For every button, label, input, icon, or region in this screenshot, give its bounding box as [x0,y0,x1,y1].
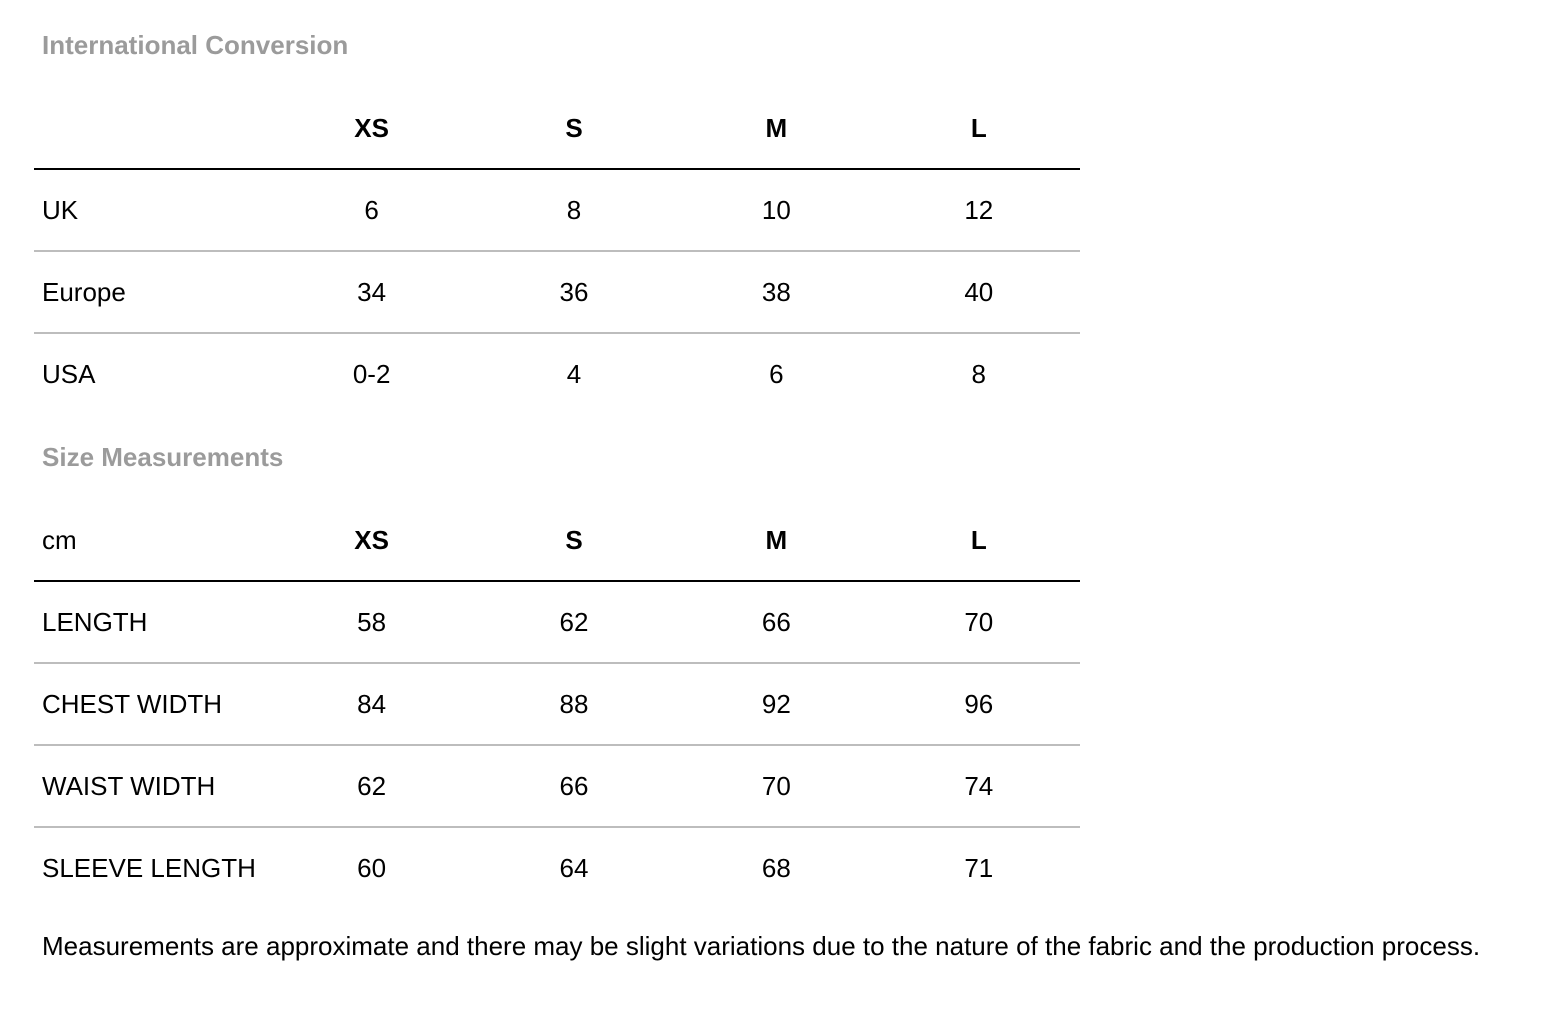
table-cell: 64 [559,852,589,883]
measurement-disclaimer: Measurements are approximate and there may be slight variations due to the nature of the fabric and the production process. [42,931,1481,961]
row-label: CHEST WIDTH [34,663,270,745]
table-cell: 8 [473,169,675,251]
table-cell: 40 [878,251,1080,333]
table-cell: 36 [473,251,675,333]
table-cell: 68 [761,852,791,883]
header-size-l: L [878,500,1080,581]
table-cell: 96 [878,663,1080,745]
header-unit-cell: cm [34,500,270,581]
table-cell: 84 [270,663,472,745]
header-corner-cell [34,88,270,169]
conversion-table [34,88,1080,414]
row-label: SLEEVE LENGTH [42,852,256,883]
table-cell: 71 [964,852,994,883]
row-label: LENGTH [34,581,270,663]
table-cell: 34 [270,251,472,333]
table-cell: 92 [675,663,877,745]
table-cell: 66 [675,581,877,663]
table-cell: 4 [566,358,582,389]
row-label: Europe [34,251,270,333]
header-size-xs: XS [270,500,472,581]
table-row [34,581,1080,663]
table-cell: 62 [473,581,675,663]
section-title-conversion: International Conversion [42,30,349,60]
table-cell: 12 [878,169,1080,251]
table-cell: 58 [270,581,472,663]
row-label: USA [42,358,96,389]
table-cell: 70 [878,581,1080,663]
table-row [34,745,1080,827]
table-row [34,251,1080,333]
table-cell: 0-2 [352,358,391,389]
table-cell: 6 [270,169,472,251]
header-size-m: M [675,500,877,581]
header-size-s: S [473,88,675,169]
table-row [34,333,1080,414]
table-cell: 88 [473,663,675,745]
table-header-row [34,88,1080,169]
table-cell: 62 [270,745,472,827]
table-cell: 38 [675,251,877,333]
row-label: WAIST WIDTH [34,745,270,827]
header-size-s: S [473,500,675,581]
table-row [34,169,1080,251]
table-cell: 10 [675,169,877,251]
table-row [34,827,1080,908]
table-cell: 60 [357,852,387,883]
table-row [34,663,1080,745]
header-size-xs: XS [270,88,472,169]
table-header-row [34,500,1080,581]
table-cell: 8 [971,358,987,389]
table-cell: 74 [878,745,1080,827]
header-size-l: L [878,88,1080,169]
table-cell: 66 [473,745,675,827]
header-size-m: M [675,88,877,169]
table-cell: 70 [675,745,877,827]
row-label: UK [34,169,270,251]
section-title-measurements: Size Measurements [42,442,284,472]
measurements-table [34,500,1080,908]
table-cell: 6 [769,358,784,389]
